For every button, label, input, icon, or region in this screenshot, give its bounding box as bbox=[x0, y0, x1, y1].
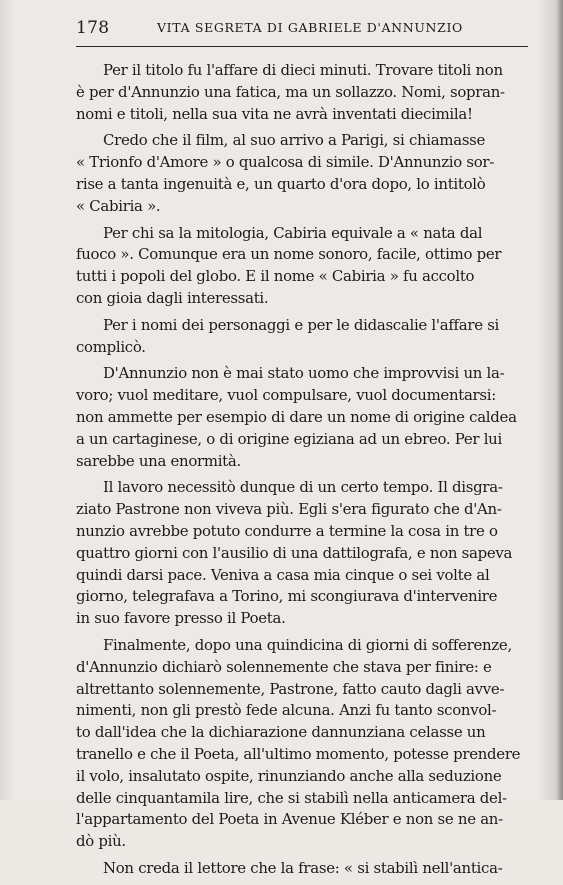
text-line: « Cabiria ». bbox=[76, 196, 161, 215]
text-line: delle cinquantamila lire, che si stabilì nella anticamera del- bbox=[76, 788, 507, 807]
text-line: nunzio avrebbe potuto condurre a termine la cosa in tre o bbox=[76, 521, 498, 540]
paragraph bbox=[76, 223, 528, 310]
text-line: nimenti, non gli prestò fede alcuna. Anzi fu tanto sconvol- bbox=[76, 701, 497, 720]
text-line: ziato Pastrone non viveva più. Egli s'era figurato che d'An- bbox=[76, 500, 502, 519]
text-line: quattro giorni con l'ausilio di una dattilografa, e non sapeva bbox=[76, 543, 513, 562]
text-line: rise a tanta ingenuità e, un quarto d'ora dopo, lo intitolò bbox=[76, 174, 486, 193]
text-line: il volo, insalutato ospite, rinunziando anche alla seduzione bbox=[76, 766, 502, 785]
text-line: nomi e titoli, nella sua vita ne avrà inventati diecimila! bbox=[76, 104, 473, 123]
text-line: dò più. bbox=[76, 832, 126, 851]
paragraph bbox=[76, 363, 528, 472]
text-line: d'Annunzio dichiarò solennemente che stava per finire: e bbox=[76, 657, 492, 676]
text-line: Per i nomi dei personaggi e per le didascalie l'affare si bbox=[103, 315, 500, 334]
text-line: complicò. bbox=[76, 337, 146, 356]
running-title: VITA SEGRETA DI GABRIELE D'ANNUNZIO bbox=[157, 20, 463, 35]
paragraph bbox=[76, 858, 528, 880]
text-line: è per d'Annunzio una fatica, ma un sollazzo. Nomi, sopran- bbox=[76, 82, 505, 101]
text-line: non ammette per esempio di dare un nome di origine caldea bbox=[76, 407, 517, 426]
text-line: giorno, telegrafava a Torino, mi scongiurava d'intervenire bbox=[76, 587, 498, 606]
text-line: a un cartaginese, o di origine egiziana ad un ebreo. Per lui bbox=[76, 429, 502, 448]
body-text bbox=[76, 60, 528, 885]
text-line: « Trionfo d'Amore » o qualcosa di simile. D'Annunzio sor- bbox=[76, 153, 495, 172]
page-header bbox=[76, 18, 528, 40]
text-line: fuoco ». Comunque era un nome sonoro, facile, ottimo per bbox=[76, 245, 502, 264]
paragraph bbox=[76, 60, 528, 125]
text-line: D'Annunzio non è mai stato uomo che improvvisi un la- bbox=[103, 364, 505, 383]
text-line: Per chi sa la mitologia, Cabiria equivale a « nata dal bbox=[103, 223, 483, 242]
text-line: to dall'idea che la dichiarazione dannunziana celasse un bbox=[76, 723, 486, 742]
paragraph bbox=[76, 635, 528, 853]
text-line: Non creda il lettore che la frase: « si stabilì nell'antica- bbox=[103, 858, 503, 877]
text-line: con gioia dagli interessati. bbox=[76, 288, 269, 307]
text-line: Finalmente, dopo una quindicina di giorni di sofferenze, bbox=[103, 635, 512, 654]
text-line: quindi darsi pace. Veniva a casa mia cinque o sei volte al bbox=[76, 565, 490, 584]
page-number: 178 bbox=[76, 18, 110, 38]
text-line: in suo favore presso il Poeta. bbox=[76, 609, 286, 628]
paragraph bbox=[76, 315, 528, 359]
paragraph bbox=[76, 130, 528, 217]
text-line: altrettanto solennemente, Pastrone, fatto cauto dagli avve- bbox=[76, 679, 505, 698]
paragraph bbox=[76, 477, 528, 630]
text-line: l'appartamento del Poeta in Avenue Kléber e non se ne an- bbox=[76, 810, 503, 829]
text-line: sarebbe una enormità. bbox=[76, 451, 241, 470]
text-line: Per il titolo fu l'affare di dieci minuti. Trovare titoli non bbox=[103, 61, 503, 79]
text-line: tutti i popoli del globo. E il nome « Cabiria » fu accolto bbox=[76, 267, 475, 286]
text-line: tranello e che il Poeta, all'ultimo momento, potesse prendere bbox=[76, 744, 521, 763]
header-rule bbox=[76, 46, 528, 47]
text-line: Il lavoro necessitò dunque di un certo tempo. Il disgra- bbox=[103, 478, 503, 497]
text-line: Credo che il film, al suo arrivo a Parigi, si chiamasse bbox=[103, 131, 486, 150]
text-line: voro; vuol meditare, vuol compulsare, vuol documentarsi: bbox=[76, 386, 496, 405]
